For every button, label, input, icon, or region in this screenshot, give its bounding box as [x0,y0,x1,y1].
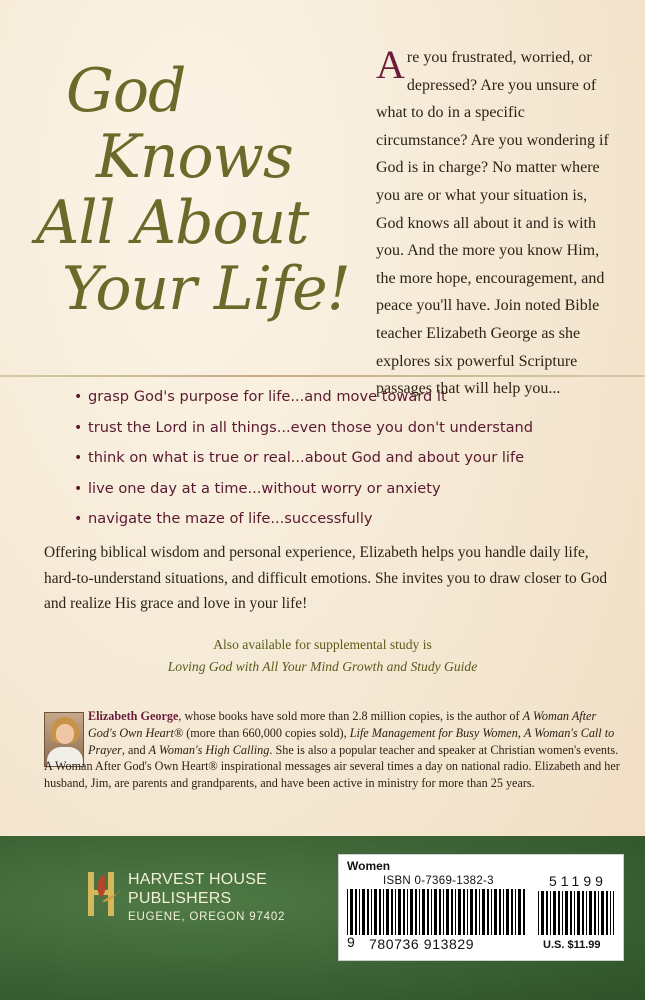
bio-text: , [517,725,524,740]
intro-paragraph [376,44,616,403]
harvest-house-logo-icon [84,868,124,920]
bio-text: , and [121,742,149,757]
ean-barcode [347,889,527,935]
title-line-3: All About [36,188,309,258]
book-title-ref: A Woman's High Calling [148,742,270,757]
publisher-location: EUGENE, OREGON 97402 [128,911,286,923]
book-title-ref: A Woman After God's Own Heart® [88,709,597,740]
list-item [74,382,634,413]
title-line-1: God [66,56,186,126]
bullet-icon: • [74,419,83,436]
bullet-icon: • [74,511,83,527]
list-item [74,504,634,535]
category-label: Women [347,859,391,873]
drop-cap: A [376,42,405,87]
bio-text: . She is also a popular teacher and speaker at Christian women's events. [269,742,619,757]
list-item-text: trust the Lord in all things...even those you don't understand [88,418,534,436]
summary-paragraph: Offering biblical wisdom and personal experience, Elizabeth helps you handle daily life, hard-to-understand situations, and difficult emotions. She invites you to draw closer to God and realize His grace and love in your life! [44,544,608,613]
bio-text: (more than 660,000 copies sold), [183,725,350,740]
bullet-icon: • [74,450,83,466]
title-line-4: Your Life! [62,254,350,324]
intro-text: re you frustrated, worried, or depressed? Are you unsure of what to do in a specific circumstance? Are you wondering if God is in charge? No matter where you are or what your situation is, God knows all about it and is with you. And the more you know Him, the more hope, encouragement, and peace you'll have. Join noted Bible teacher Elizabeth George as she explores six powerful Scripture passages that will help you... [376,49,609,398]
publisher-line-2: PUBLISHERS [128,890,232,907]
list-item-text: live one day at a time...without worry or anxiety [88,479,441,497]
title-line-2: Knows [96,122,293,192]
bullet-icon: • [74,389,83,405]
author-bio [88,708,620,758]
author-name: Elizabeth George [88,709,179,723]
barcode-box [338,854,624,961]
list-item [74,413,634,444]
ean-first-digit: 9 [347,934,355,950]
list-item [74,443,634,474]
price-addon-number: 51199 [549,873,607,889]
addon-barcode [538,891,614,935]
isbn-label: ISBN 0-7369-1382-3 [383,875,494,887]
also-available [0,634,645,678]
bullet-icon: • [74,480,83,497]
ean-number: 780736 913829 [369,936,475,952]
book-title-ref: Life Management for Busy Women [349,725,518,740]
list-item [74,474,634,505]
book-title-ref: A Woman's Call to Prayer [88,725,615,757]
bio-text: , whose books have sold more than 2.8 million copies, is the author of [178,709,523,723]
book-title [36,58,356,322]
publisher-name [128,870,285,927]
list-item-text: grasp God's purpose for life...and move toward it [88,388,447,405]
study-guide-title: Loving God with All Your Mind Growth and Study Guide [167,659,478,674]
benefit-list [74,382,634,535]
publisher-line-1: HARVEST HOUSE [128,871,267,888]
divider [0,375,645,377]
author-bio-continued: A Woman After God's Own Heart® inspirational messages air several times a day on national radio. Elizabeth and her husband, Jim, are parents and grandparents, and have been active in ministry for more than 25 years. [44,759,620,790]
price-label: U.S. $11.99 [543,939,601,951]
list-item-text: navigate the maze of life...successfully [88,510,373,527]
list-item-text: think on what is true or real...about God and about your life [88,449,525,466]
also-available-line: Also available for supplemental study is [213,637,432,652]
